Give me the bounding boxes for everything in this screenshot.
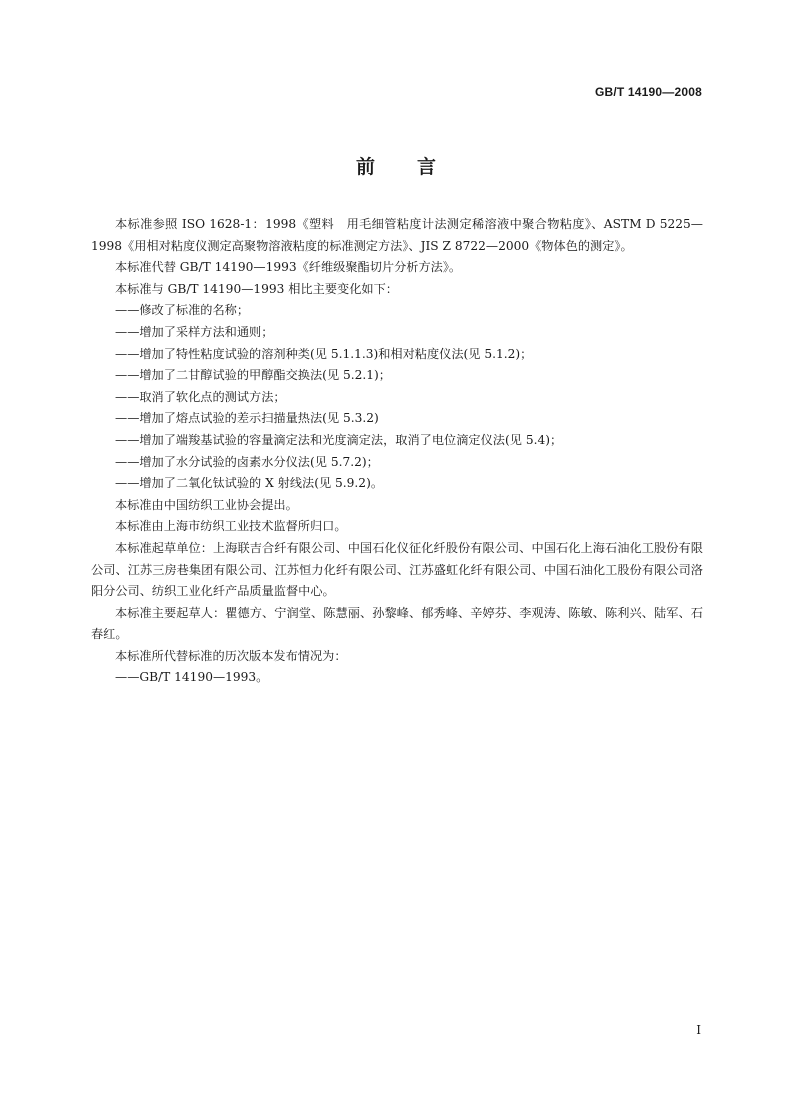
paragraph-reference: 本标准参照 ISO 1628-1：1998《塑料 用毛细管粘度计法测定稀溶液中聚合物粘度》、ASTM D 5225—1998《用相对粘度仪测定高聚物溶液粘度的标准测定方法》、JIS Z 8722—2000《物体色的测定》。 [91,217,703,253]
title-char-2: 言 [417,156,437,178]
list-item: ——修改了标准的名称； [115,303,250,318]
list-item: ——增加了特性粘度试验的溶剂种类(见 5.1.1.3)和相对粘度仪法(见 5.1.2)； [115,346,533,361]
list-item: ——增加了二氧化钛试验的 X 射线法(见 5.9.2)。 [115,476,384,491]
title-char-1: 前 [355,156,375,178]
list-item: ——增加了端羧基试验的容量滴定法和光度滴定法，取消了电位滴定仪法(见 5.4)； [115,432,563,447]
standard-code: GB/T 14190—2008 [594,85,702,99]
paragraph-history-intro: 本标准所代替标准的历次版本发布情况为： [115,648,347,663]
paragraph-drafters: 本标准主要起草人：瞿德方、宁润堂、陈慧丽、孙黎峰、郁秀峰、辛婷芬、李观涛、陈敏、陈利兴、陆军、石春红。 [91,605,703,642]
list-item: ——取消了软化点的测试方法； [115,389,286,404]
changes-list [91,300,703,494]
list-item: ——增加了熔点试验的差示扫描量热法(见 5.3.2) [115,411,379,426]
list-item: ——增加了水分试验的卤素水分仪法(见 5.7.2)； [115,454,379,469]
paragraph-replaces: 本标准代替 GB/T 14190—1993《纤维级聚酯切片分析方法》。 [115,260,462,275]
list-item: ——GB/T 14190—1993。 [115,670,269,685]
page-title [0,152,792,179]
paragraph-proposer: 本标准由中国纺织工业协会提出。 [115,497,298,512]
list-item: ——增加了采样方法和通则； [115,324,274,339]
page-number: I [696,1023,701,1037]
paragraph-administrator: 本标准由上海市纺织工业技术监督所归口。 [115,519,347,534]
paragraph-changes-intro: 本标准与 GB/T 14190—1993 相比主要变化如下： [115,281,398,296]
list-item: ——增加了二甘醇试验的甲醇酯交换法(见 5.2.1)； [115,368,391,383]
document-body [91,214,703,689]
paragraph-drafting-units: 本标准起草单位：上海联吉合纤有限公司、中国石化仪征化纤股份有限公司、中国石化上海石油化工股份有限公司、江苏三房巷集团有限公司、江苏恒力化纤有限公司、江苏盛虹化纤有限公司、中国石油化工股份有限公司洛阳分公司、纺织工业化纤产品质量监督中心。 [91,540,703,599]
